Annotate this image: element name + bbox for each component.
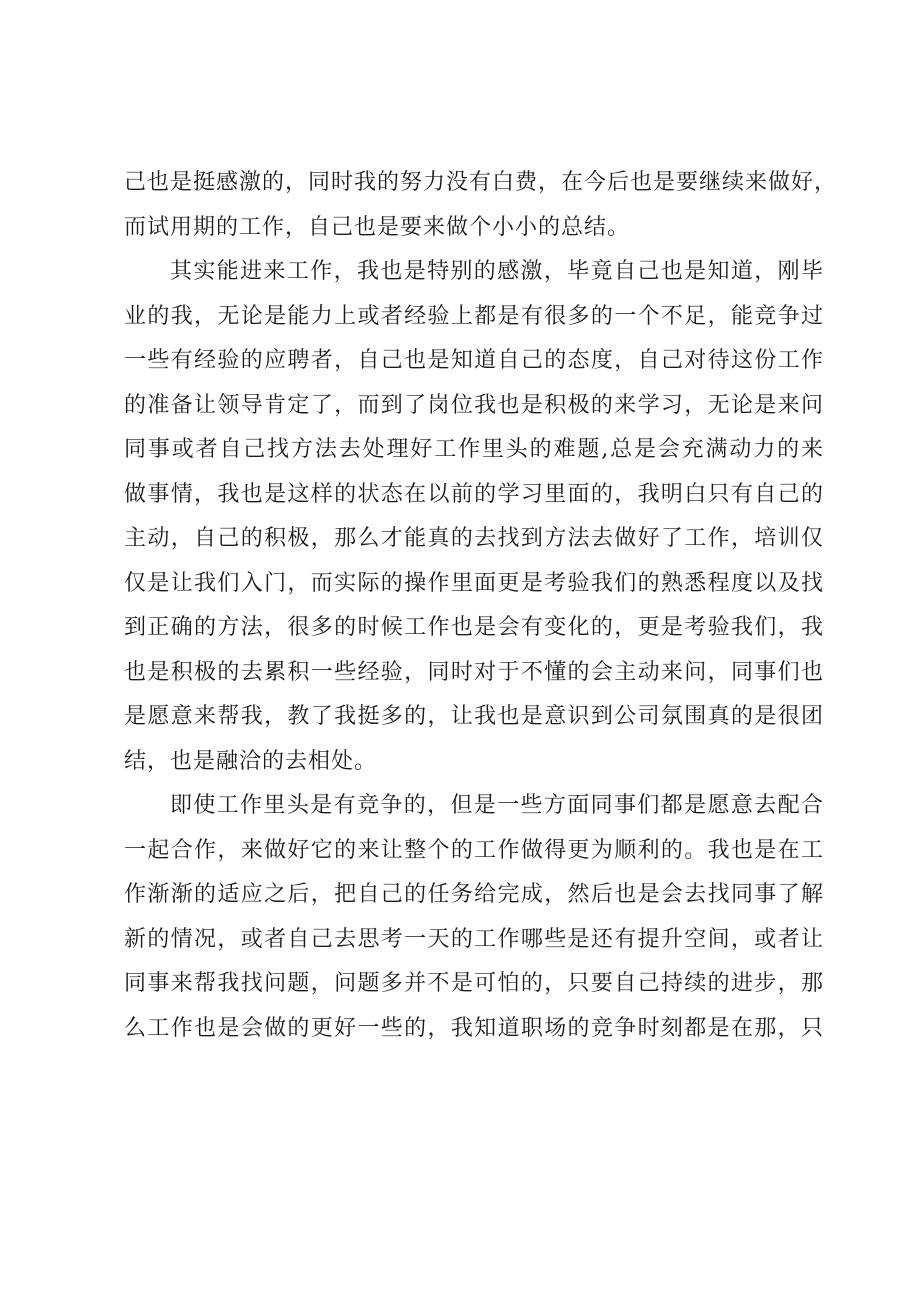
text-line: 一些有经验的应聘者，自己也是知道自己的态度，自己对待这份工作	[124, 348, 824, 373]
text-line: 新的情况，或者自己去思考一天的工作哪些是还有提升空间，或者让	[124, 926, 824, 952]
text-line: 其实能进来工作，我也是特别的感激，毕竟自己也是知道，刚毕	[170, 259, 824, 284]
text-line: 作渐渐的适应之后，把自己的任务给完成，然后也是会去找同事了解	[124, 882, 824, 907]
text-line: 的准备让领导肯定了，而到了岗位我也是积极的来学习，无论是来问	[124, 392, 824, 418]
text-line: 业的我，无论是能力上或者经验上都是有很多的一个不足，能竞争过	[124, 303, 824, 329]
text-line: 主动，自己的积极，那么才能真的去找到方法去做好了工作，培训仅	[124, 526, 824, 551]
text-line: 即使工作里头是有竞争的，但是一些方面同事们都是愿意去配合	[170, 793, 824, 818]
text-line: 同事或者自己找方法去处理好工作里头的难题,总是会充满动力的来	[124, 437, 824, 462]
text-line: 是愿意来帮我，教了我挺多的，让我也是意识到公司氛围真的是很团	[124, 704, 824, 729]
text-line: 仅是让我们入门，而实际的操作里面更是考验我们的熟悉程度以及找	[124, 570, 824, 596]
text-line: 己也是挺感激的，同时我的努力没有白费，在今后也是要继续来做好，	[124, 170, 838, 195]
text-line: 也是积极的去累积一些经验，同时对于不懂的会主动来问，同事们也	[124, 659, 824, 685]
text-line: 么工作也是会做的更好一些的，我知道职场的竞争时刻都是在那，只	[124, 1015, 824, 1041]
text-line: 同事来帮我找问题，问题多并不是可怕的，只要自己持续的进步，那	[124, 971, 824, 996]
text-line: 结，也是融洽的去相处。	[124, 748, 378, 774]
document-body	[124, 161, 838, 1051]
text-line: 到正确的方法，很多的时候工作也是会有变化的，更是考验我们，我	[124, 615, 824, 640]
text-line: 而试用期的工作，自己也是要来做个小小的总结。	[124, 214, 631, 240]
text-line: 一起合作，来做好它的来让整个的工作做得更为顺利的。我也是在工	[124, 837, 824, 863]
text-line: 做事情，我也是这样的状态在以前的学习里面的，我明白只有自己的	[124, 481, 824, 507]
